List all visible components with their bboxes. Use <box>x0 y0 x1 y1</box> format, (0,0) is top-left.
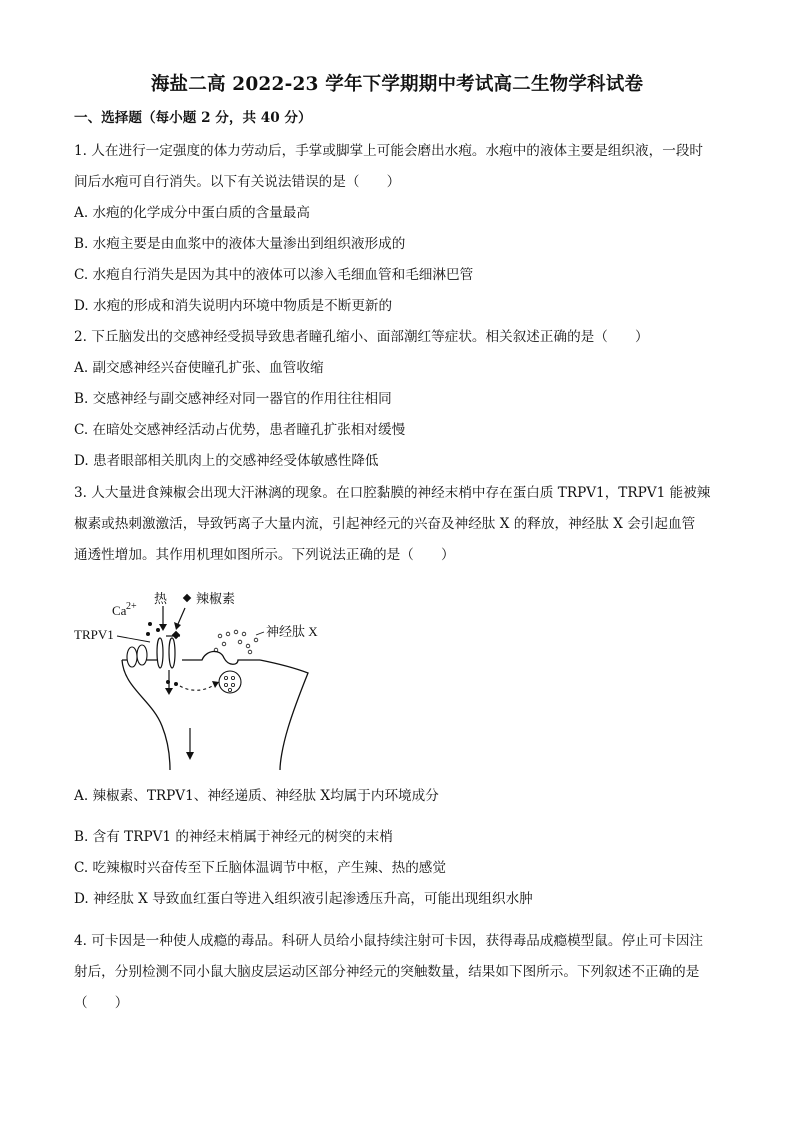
question-3-option-b: B. 含有 TRPV1 的神经末梢属于神经元的树突的末梢 <box>74 829 393 845</box>
question-1-stem-line-2: 间后水疱可自行消失。以下有关说法错误的是（ ） <box>74 174 401 190</box>
trpv1-mechanism-figure <box>70 588 370 778</box>
section-heading: 一、选择题（每小题 2 分，共 40 分） <box>74 110 312 126</box>
question-3-option-a: A. 辣椒素、TRPV1、神经递质、神经肽 X均属于内环境成分 <box>74 788 439 804</box>
ca-superscript: 2+ <box>126 601 137 612</box>
page-title: 海盐二高 2022-23 学年下学期期中考试高二生物学科试卷 <box>150 74 644 95</box>
question-3-stem-line-3: 通透性增加。其作用机理如图所示。下列说法正确的是（ ） <box>74 547 455 563</box>
question-4-stem-line-2: 射后，分别检测不同小鼠大脑皮层运动区部分神经元的突触数量，结果如下图所示。下列叙述不正确的是 <box>74 964 700 980</box>
question-1-option-c: C. 水疱自行消失是因为其中的液体可以渗入毛细血管和毛细淋巴管 <box>74 267 474 283</box>
question-2-option-b: B. 交感神经与副交感神经对同一器官的作用往往相同 <box>74 391 392 407</box>
neuropeptide-dot <box>218 634 222 638</box>
question-2-option-d: D. 患者眼部相关肌肉上的交感神经受体敏感性降低 <box>74 453 379 469</box>
ca-label: Ca <box>112 603 127 618</box>
neuropeptide-label: 神经肽 X <box>266 624 318 639</box>
question-1-option-b: B. 水疱主要是由血浆中的液体大量渗出到组织液形成的 <box>74 236 406 252</box>
trpv1-channel <box>157 638 175 668</box>
receptor-oval <box>127 647 137 667</box>
question-2-option-a: A. 副交感神经兴奋使瞳孔扩张、血管收缩 <box>74 360 324 376</box>
question-1-option-a: A. 水疱的化学成分中蛋白质的含量最高 <box>74 205 310 221</box>
trpv1-label: TRPV1 <box>74 627 114 642</box>
question-1-stem-line-1: 1. 人在进行一定强度的体力劳动后，手掌或脚掌上可能会磨出水疱。水疱中的液体主要是组织液，一段时 <box>74 143 704 159</box>
question-2-stem-line-1: 2. 下丘脑发出的交感神经受损导致患者瞳孔缩小、面部潮红等症状。相关叙述正确的是（ ） <box>74 329 649 345</box>
question-4-stem-line-1: 4. 可卡因是一种使人成瘾的毒品。科研人员给小鼠持续注射可卡因，获得毒品成瘾模型鼠。停止可卡因注 <box>74 933 704 949</box>
question-3-stem-line-2: 椒素或热刺激激活，导致钙离子大量内流，引起神经元的兴奋及神经肽 X 的释放，神经肽 X 会引起血管 <box>74 516 696 532</box>
capsaicin-molecule <box>183 594 191 602</box>
vesicle <box>219 671 241 693</box>
neuron-terminal-outline <box>122 660 170 770</box>
question-3-option-c: C. 吃辣椒时兴奋传至下丘脑体温调节中枢，产生辣、热的感觉 <box>74 860 446 876</box>
heat-label: 热 <box>154 591 168 606</box>
question-3-stem-line-1: 3. 人大量进食辣椒会出现大汗淋漓的现象。在口腔黏膜的神经末梢中存在蛋白质 TRPV1，TRPV1 能被辣 <box>74 485 711 501</box>
question-4-stem-line-3: （ ） <box>74 995 129 1011</box>
calcium-ion <box>148 622 152 626</box>
capsaicin-label: 辣椒素 <box>196 591 236 606</box>
question-1-option-d: D. 水疱的形成和消失说明内环境中物质是不断更新的 <box>74 298 393 314</box>
question-3-option-d: D. 神经肽 X 导致血红蛋白等进入组织液引起渗透压升高，可能出现组织水肿 <box>74 891 533 907</box>
question-2-option-c: C. 在暗处交感神经活动占优势，患者瞳孔扩张相对缓慢 <box>74 422 406 438</box>
